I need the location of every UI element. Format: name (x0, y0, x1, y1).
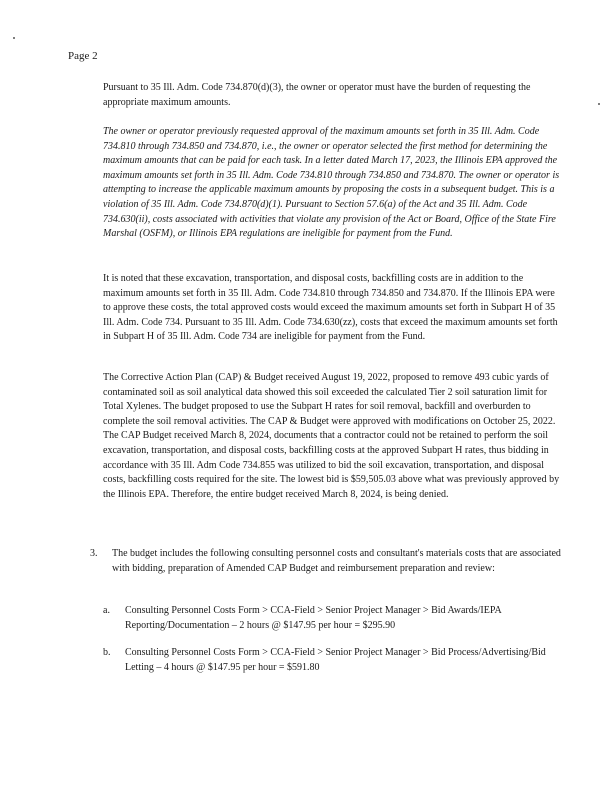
sub-item-b (103, 646, 563, 675)
sub-item-letter: b. (103, 647, 111, 658)
scan-speck (13, 37, 15, 39)
sub-item-letter: a. (103, 605, 110, 616)
sub-item-text: Consulting Personnel Costs Form > CCA-Field > Senior Project Manager > Bid Process/Advertising/Bid Letting – 4 hours @ $147.95 per hour = $591.80 (125, 647, 546, 673)
paragraph-maximum-amounts-italic: The owner or operator previously requested approval of the maximum amounts set forth in 35 Ill. Adm. Code 734.810 through 734.850 and 734.870, i.e., the owner or operator selected the first method for determining the maximum amounts that can be paid for each task. In a letter dated March 17, 2023, the Illinois EPA approved the maximum amounts set forth in 35 Ill. Adm. Code 734.810 through 734.850 and 734.870. The owner or operator is attempting to increase the applicable maximum amounts by proposing the costs in a subsequent budget. This is a violation of 35 Ill. Adm. Code 734.870(d)(1). Pursuant to Section 57.6(a) of the Act and 35 Ill. Adm. Code 734.630(ii), costs associated with activities that violate any provision of the Act or Board, Office of the State Fire Marshal (OSFM), or Illinois EPA regulations are ineligible for payment from the Fund. (103, 126, 560, 240)
paragraph-cap-budget: The Corrective Action Plan (CAP) & Budget received August 19, 2022, proposed to remove 493 cubic yards of contaminated soil as soil analytical data showed this soil exceeded the calculated Tier 2 soil saturation limit for Total Xylenes. The budget proposed to use the Subpart H rates for soil removal, backfill and overburden to complete the soil removal activities. The CAP & Budget were approved with modifications on October 25, 2022. The CAP Budget received March 8, 2024, documents that a contractor could not be retained to perform the soil excavation, transportation, and disposal costs, backfilling costs at the approved Subpart H rates, thus bidding in accordance with 35 Ill. Adm Code 734.855 was utilized to bid the soil excavation, transportation, and disposal costs, backfilling costs required for the site. The lowest bid is $59,505.03 above what was previously approved by the Illinois EPA. Therefore, the entire budget received March 8, 2024, is being denied. (103, 372, 560, 500)
paragraph-excavation-costs: It is noted that these excavation, transportation, and disposal costs, backfilling costs are in addition to the maximum amounts set forth in 35 Ill. Adm. Code 734.810 through 734.850 and 734.870. If the Illinois EPA were to approve these costs, the total approved costs would exceed the maximum amounts set forth in Subpart H of 35 Ill. Adm. Code 734. Pursuant to 35 Ill. Adm. Code 734.630(zz), costs that exceed the maximum amounts set forth in Subpart H of 35 Ill. Adm. Code 734 are ineligible for payment from the Fund. (103, 273, 558, 343)
sub-item-a (103, 604, 563, 633)
item-text: The budget includes the following consulting personnel costs and consultant's materials costs that are associated with bidding, preparation of Amended CAP Budget and reimbursement preparation and review: (112, 548, 561, 574)
scan-speck (598, 103, 600, 105)
item-number: 3. (90, 548, 98, 559)
page-number: Page 2 (68, 50, 98, 62)
numbered-item-3 (90, 547, 563, 576)
sub-item-text: Consulting Personnel Costs Form > CCA-Field > Senior Project Manager > Bid Awards/IEPA Reporting/Documentation – 2 hours @ $147.95 per hour = $295.90 (125, 605, 502, 631)
paragraph-burden: Pursuant to 35 Ill. Adm. Code 734.870(d)(3), the owner or operator must have the burden of requesting the appropriate maximum amounts. (103, 82, 531, 108)
